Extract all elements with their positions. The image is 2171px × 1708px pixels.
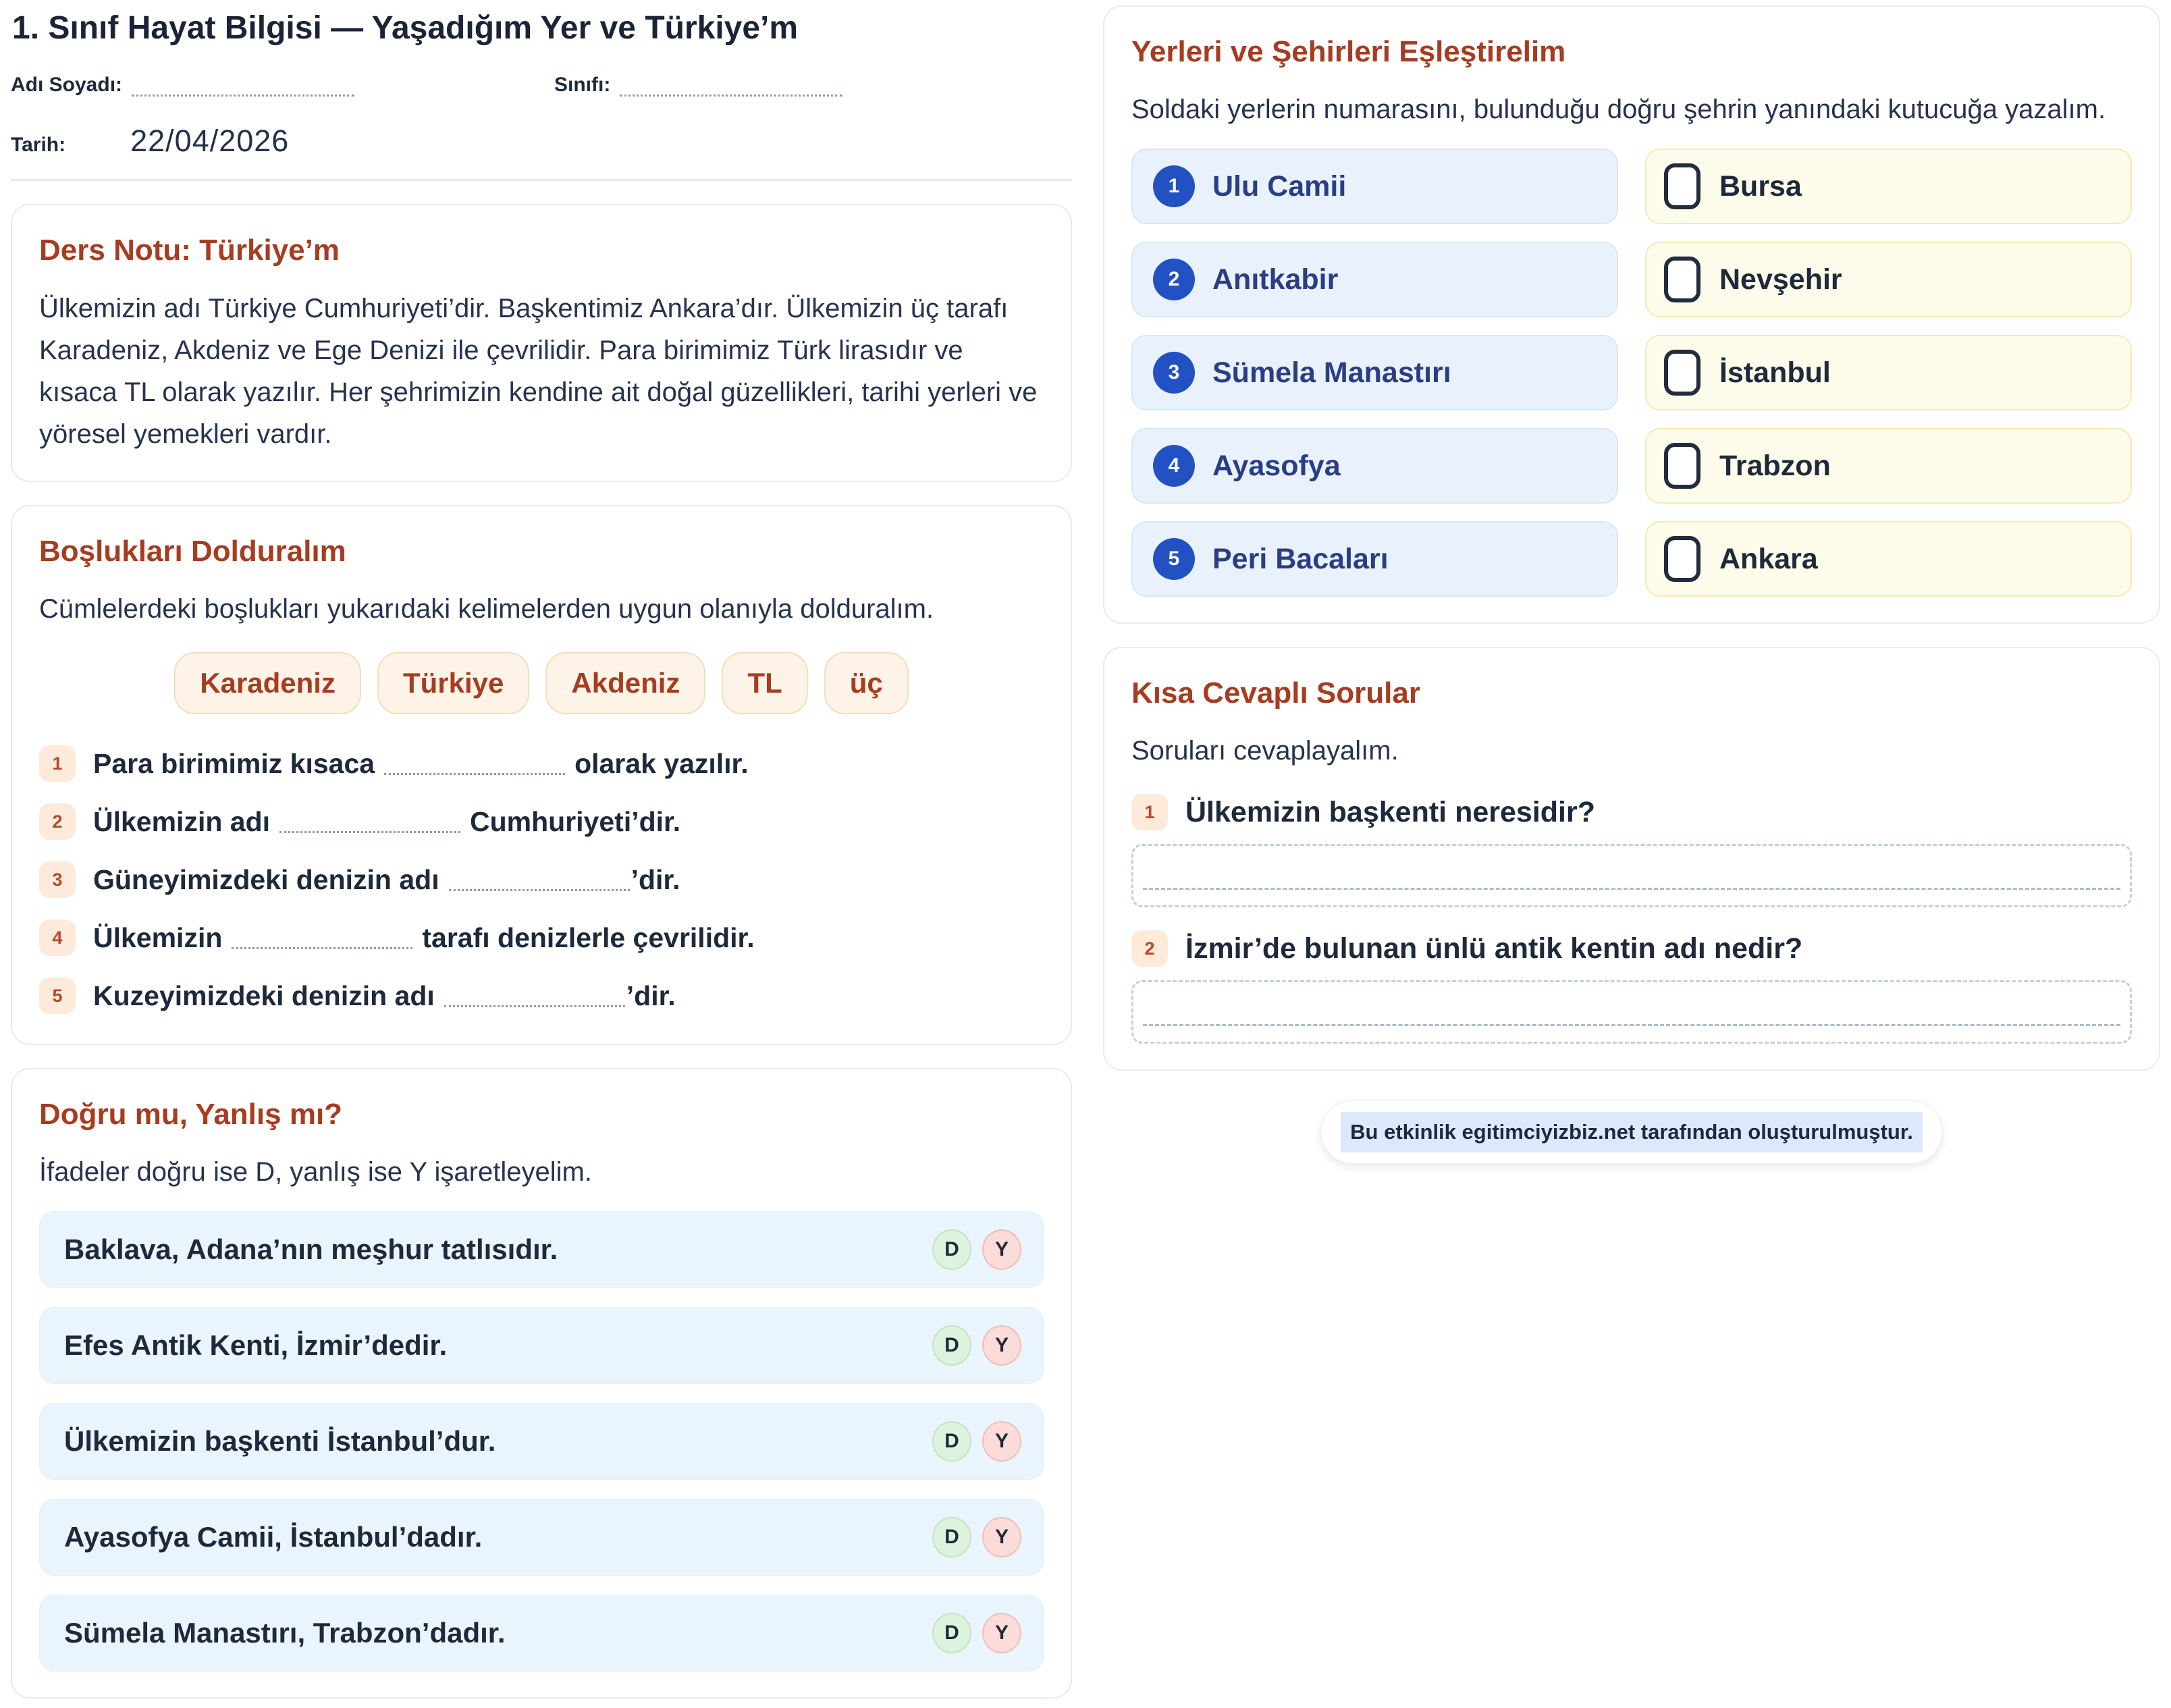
place-item: [1131, 521, 1618, 597]
question-block: [1131, 794, 2132, 907]
answer-checkbox[interactable]: [1664, 536, 1700, 582]
attribution-text: Bu etkinlik egitimciyizbiz.net tarafından oluşturulmuştur.: [1341, 1112, 1923, 1152]
blank-line[interactable]: [279, 810, 460, 833]
footer: [1103, 1100, 2160, 1164]
place-label: Ayasofya: [1212, 449, 1341, 482]
number-badge: 1: [39, 745, 76, 782]
left-column: [11, 5, 1072, 1699]
sentence-before: Para birimimiz kısaca: [93, 747, 375, 779]
question-head: [1131, 794, 2132, 830]
number-badge: 5: [39, 978, 76, 1014]
blank-line[interactable]: [232, 926, 412, 949]
number-badge: 2: [1131, 930, 1168, 967]
short-answer-heading: Kısa Cevaplı Sorular: [1131, 676, 1420, 710]
answer-checkbox[interactable]: [1664, 257, 1700, 302]
matching-heading: Yerleri ve Şehirleri Eşleştirelim: [1131, 35, 1566, 68]
date-field: [11, 124, 1072, 159]
true-button[interactable]: D: [932, 1421, 971, 1462]
matching-instruction: Soldaki yerlerin numarasını, bulunduğu doğru şehrin yanındaki kutucuğa yazalım.: [1131, 95, 2106, 124]
fill-blank-item: [39, 745, 1044, 782]
sentence-after: ’dir.: [626, 980, 676, 1011]
tf-buttons: [932, 1325, 1021, 1366]
true-button[interactable]: D: [932, 1613, 971, 1653]
blank-line[interactable]: [444, 984, 625, 1007]
city-label: Ankara: [1719, 542, 1818, 575]
true-false-card: [11, 1068, 1072, 1699]
statement-row: [39, 1595, 1044, 1672]
place-item: [1131, 242, 1618, 317]
header-divider: [11, 179, 1072, 181]
statement-text: Ayasofya Camii, İstanbul’dadır.: [64, 1521, 483, 1553]
fill-blank-item: [39, 803, 1044, 840]
name-input-line[interactable]: [132, 76, 354, 97]
fill-blank-item: [39, 919, 1044, 956]
question-text: Ülkemizin başkenti neresidir?: [1185, 795, 1595, 828]
true-button[interactable]: D: [932, 1517, 971, 1557]
place-label: Sümela Manastırı: [1212, 356, 1451, 389]
question-head: [1131, 930, 2132, 967]
answer-writing-line: [1143, 1024, 2120, 1026]
word-chip[interactable]: Türkiye: [377, 652, 529, 714]
sentence-before: Güneyimizdeki denizin adı: [93, 863, 439, 895]
statement-text: Sümela Manastırı, Trabzon’dadır.: [64, 1617, 506, 1649]
false-button[interactable]: Y: [982, 1517, 1021, 1557]
true-button[interactable]: D: [932, 1229, 971, 1270]
lesson-note-body: Ülkemizin adı Türkiye Cumhuriyeti’dir. Başkentimiz Ankara’dır. Ülkemizin üç tarafı Karadeniz, Akdeniz ve Ege Denizi ile çevrilidir. Para birimimiz Türk lirasıdır ve kısaca TL olarak yazılır. Her şehrimizin kendine ait doğal güzellikleri, tarihi yerleri ve yöresel yemekleri vardır.: [39, 294, 1038, 449]
false-button[interactable]: Y: [982, 1421, 1021, 1462]
place-number-badge: 4: [1153, 445, 1195, 487]
answer-checkbox[interactable]: [1664, 350, 1700, 396]
page-title: 1. Sınıf Hayat Bilgisi — Yaşadığım Yer ve Türkiye’m: [12, 10, 799, 46]
number-badge: 3: [39, 861, 76, 898]
statement-text: Ülkemizin başkenti İstanbul’dur.: [64, 1425, 496, 1457]
name-field: [11, 74, 354, 97]
class-label: Sınıfı:: [554, 74, 611, 96]
city-label: Nevşehir: [1719, 263, 1842, 296]
blank-line[interactable]: [449, 868, 630, 891]
place-item: [1131, 335, 1618, 410]
answer-checkbox[interactable]: [1664, 443, 1700, 489]
fill-blanks-card: [11, 505, 1072, 1045]
false-button[interactable]: Y: [982, 1325, 1021, 1366]
true-false-heading: Doğru mu, Yanlış mı?: [39, 1098, 343, 1131]
class-field: [554, 74, 842, 97]
city-item: [1645, 149, 2132, 224]
short-answer-card: [1103, 647, 2160, 1071]
matching-grid: [1131, 149, 2132, 597]
sentence-after: Cumhuriyeti’dir.: [470, 805, 681, 837]
place-number-badge: 2: [1153, 259, 1195, 300]
date-label: Tarih:: [11, 134, 66, 156]
answer-box[interactable]: [1131, 980, 2132, 1044]
city-label: İstanbul: [1719, 356, 1831, 389]
false-button[interactable]: Y: [982, 1229, 1021, 1270]
worksheet-header: [11, 5, 1072, 181]
city-item: [1645, 521, 2132, 597]
fill-blanks-heading: Boşlukları Dolduralım: [39, 535, 346, 568]
question-text: İzmir’de bulunan ünlü antik kentin adı nedir?: [1185, 932, 1803, 965]
place-label: Ulu Camii: [1212, 169, 1347, 203]
answer-box[interactable]: [1131, 844, 2132, 907]
tf-buttons: [932, 1421, 1021, 1462]
city-item: [1645, 428, 2132, 504]
place-label: Peri Bacaları: [1212, 542, 1389, 575]
word-chip[interactable]: TL: [722, 652, 807, 714]
statement-row: [39, 1403, 1044, 1480]
lesson-note-heading: Ders Notu: Türkiye’m: [39, 234, 340, 267]
short-answer-instruction: Soruları cevaplayalım.: [1131, 736, 1399, 766]
student-fields-row: [11, 74, 1072, 97]
sentence-after: tarafı denizlerle çevrilidir.: [422, 922, 755, 953]
sentence-after: ’dir.: [631, 863, 680, 895]
sentence-before: Ülkemizin: [93, 922, 223, 953]
number-badge: 1: [1131, 794, 1168, 830]
sentence-before: Kuzeyimizdeki denizin adı: [93, 980, 435, 1011]
matching-card: [1103, 5, 2160, 624]
sentence-after: olarak yazılır.: [574, 747, 749, 779]
statement-row: [39, 1307, 1044, 1384]
city-item: [1645, 242, 2132, 317]
right-column: [1103, 5, 2160, 1699]
statement-row: [39, 1211, 1044, 1288]
fill-blank-item: [39, 978, 1044, 1014]
attribution-badge: [1321, 1100, 1942, 1164]
tf-buttons: [932, 1613, 1021, 1653]
answer-checkbox[interactable]: [1664, 163, 1700, 209]
false-button[interactable]: Y: [982, 1613, 1021, 1653]
place-label: Anıtkabir: [1212, 263, 1339, 296]
tf-buttons: [932, 1517, 1021, 1557]
statement-text: Baklava, Adana’nın meşhur tatlısıdır.: [64, 1233, 558, 1265]
date-value: 22/04/2026: [130, 124, 290, 158]
city-label: Trabzon: [1719, 449, 1831, 482]
place-item: [1131, 149, 1618, 224]
word-bank: [39, 652, 1044, 714]
place-number-badge: 1: [1153, 165, 1195, 207]
lesson-note-card: [11, 204, 1072, 482]
true-button[interactable]: D: [932, 1325, 971, 1366]
question-block: [1131, 930, 2132, 1044]
number-badge: 2: [39, 803, 76, 840]
fill-blank-item: [39, 861, 1044, 898]
place-item: [1131, 428, 1618, 504]
blank-line[interactable]: [384, 752, 565, 775]
tf-buttons: [932, 1229, 1021, 1270]
word-chip[interactable]: Akdeniz: [545, 652, 705, 714]
number-badge: 4: [39, 919, 76, 956]
true-false-instruction: İfadeler doğru ise D, yanlış ise Y işaretleyelim.: [39, 1157, 592, 1187]
city-label: Bursa: [1719, 169, 1802, 203]
place-number-badge: 3: [1153, 352, 1195, 394]
word-chip[interactable]: Karadeniz: [174, 652, 361, 714]
place-number-badge: 5: [1153, 538, 1195, 580]
city-item: [1645, 335, 2132, 410]
sentence-before: Ülkemizin adı: [93, 805, 271, 837]
statement-text: Efes Antik Kenti, İzmir’dedir.: [64, 1329, 448, 1361]
answer-writing-line: [1143, 888, 2120, 890]
word-chip[interactable]: üç: [824, 652, 909, 714]
class-input-line[interactable]: [620, 76, 842, 97]
statement-row: [39, 1499, 1044, 1576]
fill-blanks-instruction: Cümlelerdeki boşlukları yukarıdaki kelimelerden uygun olanıyla dolduralım.: [39, 594, 934, 624]
name-label: Adı Soyadı:: [11, 74, 123, 96]
